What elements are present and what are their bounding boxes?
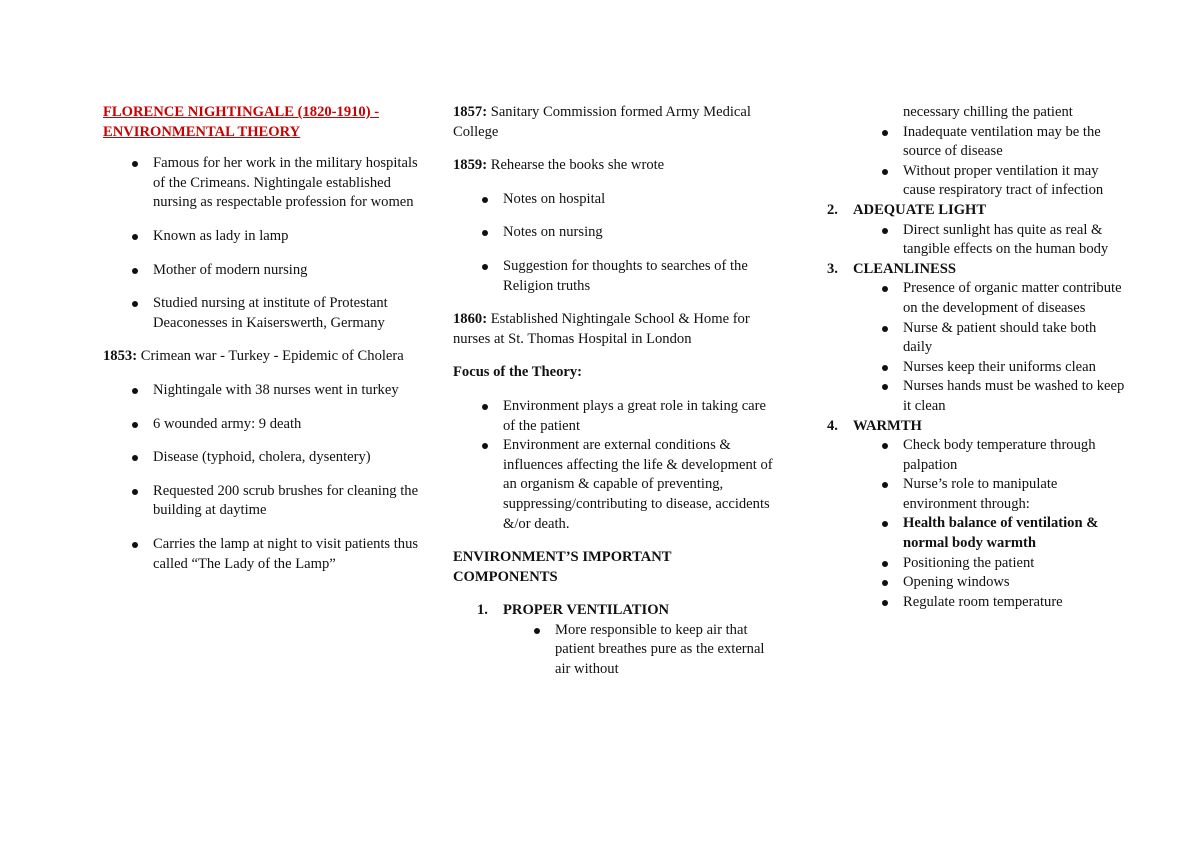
- component-number: 1.: [477, 602, 488, 619]
- list-item: Check body temperature through palpation: [827, 436, 1127, 475]
- intro-bullet-list: [103, 154, 423, 333]
- list-item: Opening windows: [827, 573, 1127, 593]
- list-item: Inadequate ventilation may be the source of disease: [827, 123, 1127, 162]
- list-item: Known as lady in lamp: [103, 227, 423, 247]
- component-title: CLEANLINESS: [853, 260, 957, 277]
- list-item: Environment plays a great role in taking care of the patient: [453, 397, 773, 436]
- books-list: [453, 190, 773, 296]
- component-number: 4.: [827, 417, 838, 434]
- cleanliness-list: [827, 279, 1127, 416]
- list-item: Disease (typhoid, cholera, dysentery): [103, 448, 423, 468]
- list-item: Studied nursing at institute of Protestant Deaconesses in Kaiserswerth, Germany: [103, 294, 423, 333]
- paragraph-1857: [453, 103, 773, 142]
- component-light-heading: [827, 201, 1127, 221]
- list-item: Positioning the patient: [827, 554, 1127, 574]
- component-warmth-heading: [827, 417, 1127, 437]
- component-number: 2.: [827, 201, 838, 218]
- list-item: Nurses hands must be washed to keep it clean: [827, 377, 1127, 416]
- list-item: Nurses keep their uniforms clean: [827, 358, 1127, 378]
- component-ventilation-heading: [477, 601, 773, 621]
- list-item: More responsible to keep air that patient breathes pure as the external air without: [453, 621, 773, 680]
- year-label: 1860:: [453, 311, 488, 328]
- list-item: Requested 200 scrub brushes for cleaning the building at daytime: [103, 482, 423, 521]
- paragraph-1860: [453, 310, 773, 349]
- year-label: 1857:: [453, 104, 488, 120]
- focus-list: [453, 397, 773, 534]
- column-1: [103, 103, 423, 588]
- ventilation-continuation: necessary chilling the patient: [903, 104, 1073, 120]
- component-cleanliness-heading: [827, 260, 1127, 280]
- paragraph-1859: [453, 156, 773, 176]
- list-item: Health balance of ventilation & normal body warmth: [827, 514, 1127, 553]
- paragraph-text: Established Nightingale School & Home for nurses at St. Thomas Hospital in London: [453, 311, 750, 347]
- list-item: Suggestion for thoughts to searches of the Religion truths: [453, 257, 773, 296]
- paragraph-text: Crimean war - Turkey - Epidemic of Cholera: [137, 348, 404, 365]
- list-item: Carries the lamp at night to visit patients thus called “The Lady of the Lamp”: [103, 535, 423, 574]
- list-item: Nurse & patient should take both daily: [827, 319, 1127, 358]
- crimean-bullet-list: [103, 381, 423, 574]
- light-list: [827, 221, 1127, 260]
- list-item: Mother of modern nursing: [103, 261, 423, 281]
- component-title: ADEQUATE LIGHT: [853, 201, 987, 218]
- list-item: Presence of organic matter contribute on the development of diseases: [827, 279, 1127, 318]
- list-item: Direct sunlight has quite as real & tangible effects on the human body: [827, 221, 1127, 260]
- year-label: 1853:: [103, 348, 138, 365]
- list-item: Regulate room temperature: [827, 593, 1127, 613]
- list-item: Without proper ventilation it may cause respiratory tract of infection: [827, 162, 1127, 201]
- paragraph-text: Rehearse the books she wrote: [487, 157, 665, 174]
- list-item: Nurse’s role to manipulate environment through:: [827, 475, 1127, 514]
- document-title: FLORENCE NIGHTINGALE (1820-1910) -ENVIRONMENTAL THEORY: [103, 104, 380, 140]
- ventilation-list-continued: [827, 123, 1127, 201]
- year-label: 1859:: [453, 157, 488, 174]
- column-2: [453, 103, 773, 680]
- paragraph-1853: [103, 347, 423, 367]
- column-3: [827, 103, 1127, 612]
- list-item: Environment are external conditions & influences affecting the life & development of an organism & capable of preventing, suppressing/contributing to disease, accidents &/or death.: [453, 436, 773, 534]
- component-title: WARMTH: [853, 417, 922, 434]
- components-heading: ENVIRONMENT’S IMPORTANT COMPONENTS: [453, 549, 672, 585]
- list-item: Nightingale with 38 nurses went in turkey: [103, 381, 423, 401]
- component-title: PROPER VENTILATION: [503, 602, 670, 619]
- focus-heading: Focus of the Theory:: [453, 364, 583, 381]
- warmth-list: [827, 436, 1127, 612]
- paragraph-text: Sanitary Commission formed Army Medical College: [453, 104, 751, 140]
- component-number: 3.: [827, 260, 838, 277]
- list-item: Famous for her work in the military hospitals of the Crimeans. Nightingale established nursing as respectable profession for women: [103, 154, 423, 213]
- ventilation-list: [453, 621, 773, 680]
- list-item: Notes on nursing: [453, 223, 773, 243]
- list-item: Notes on hospital: [453, 190, 773, 210]
- list-item: 6 wounded army: 9 death: [103, 415, 423, 435]
